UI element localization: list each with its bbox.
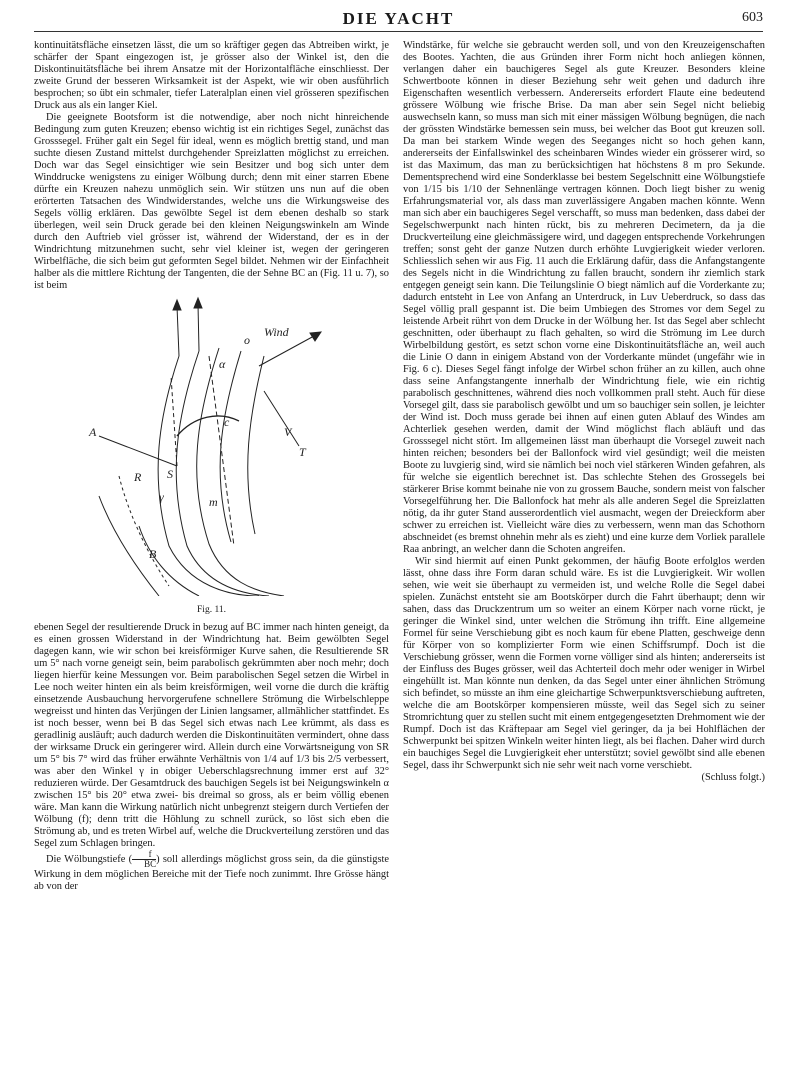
left-paragraph-4: Die Wölbungstiefe ( $\frac{f}{BC}$ ) soll allerdings möglichst gross sein, da die günstigste Wirkung in dem möglichen Bereiche mit der Tiefe noch zunimmt. Ihre Grösse hängt ab von der bbox=[34, 849, 389, 892]
right-paragraph-2: Wir sind hiermit auf einen Punkt gekommen, der häufig Boote erfolglos werden lässt, ohne dass ihre Form daran schuld wäre. Es ist die Luvgierigkeit. Wir wollen sehen, wie weit sie überhaupt zu vermeiden ist, und welche Rolle die Segel dabei spielen. Zunächst entsteht sie am Bootskörper durch die Fahrt überhaupt; denn wir sahen, dass das Druckzentrum um so weiter an einem Körper nach vorne rückt, je geringer die Winkel sind, unter welchen die Strömung ihn trifft. Eine allgemeine Formel für seine Verschiebung gibt es noch kaum für ebene Platten, geschweige denn für Körper von so komplizierter Form wie einen Schiffsrumpf. Doch ist die Verschiebung grösser, wenn die Formen vorne völliger sind als hinten; andererseits ist der Einfluss des Buges grösser, weil das Achterteil doch mehr oder weniger in Wirbel eingehüllt ist. Man könnte nun denken, da das Segel unter einer ähnlichen Strömung sich befindet, so müsste an ihm eine gleichartige Schwerpunktsverschiebung auftreten, welche die am Bootskörper kompensieren müsste, weil das Segel sich zu seiner Stromrichtung quer zu stellen sucht mit einem entgegengesetzten Drehmoment wie der Rumpf. Doch ist das Kräftepaar am Segel viel geringer, da ja bei Hohlflächen der Schwerpunkt bei spitzen Winkeln weiter hinten liegt, als bei flachen. Daher wird durch ein bauchiges Segel die Luvgierigkeit eher unterstützt; soviel gewölbt sind alle ebenen Segel, dass ihr Schwerpunkt sich nie sehr weit nach vorne verschiebt. bbox=[403, 556, 765, 771]
label-b: B bbox=[149, 547, 157, 561]
label-c: c bbox=[224, 415, 230, 429]
figure-caption: Fig. 11. bbox=[197, 605, 226, 615]
label-r: R bbox=[134, 470, 142, 484]
running-title: DIE YACHT bbox=[342, 9, 455, 28]
label-alpha: α bbox=[219, 357, 226, 371]
sail-diagram bbox=[59, 296, 359, 596]
right-column bbox=[403, 40, 765, 784]
continuation-note: (Schluss folgt.) bbox=[701, 772, 765, 783]
label-m: m bbox=[209, 495, 218, 509]
right-paragraph-1: Windstärke, für welche sie gebraucht werden soll, und von den Kreuzeigenschaften des Bootes. Yachten, die aus Gründen ihrer Form nicht hoch anliegen können, verlangen daher ein bauchigeres Segel als gute Kreuzer. Besonders kleine Schwertboote können in dieser Beziehung sehr weit gehen und dadurch ihre Eigenschaften wesentlich verbessern. Andererseits erfordert Flaute eine bedeutend grössere Wölbung wie frische Brise. Da man aber sein Segel nicht beliebig auswechseln kann, so muss man sich mit einer mässigen Wölbung begnügen, die nach der grössten Windstärke bemessen sein muss, bei welcher das Boot gut kreuzen soll. Da man bei starkem Winde wegen des Seeganges nicht so hoch gehen kann, andererseits der Einfallswinkel des scheinbaren Windes wieder ein grösserer wird, so ist das Maximum, das man zu berücksichtigen hat höchstens 8 m pro Sekunde. Dementsprechend wird eine Sonderklasse bei bestem Segelschnitt eine Wölbungstiefe von 1/15 bis 1/10 der Sehnenlänge vertragen können. Doch liegt bisher zu wenig Erfahrungsmaterial vor, als dass man zuverlässigere Angaben machen könnte. Wenn man sich aber ein bauchigeres Segel verschafft, so muss man bedenken, dass dabei der Segelschwerpunkt nach hinten rückt, bis zu mehreren Decimetern, da ja die Druckverteilung eine gleichmässigere wird, und dagegen entsprechende Vorkehrungen treffen; sonst geht der ganze Nutzen durch erhöhte Luvgierigkeit wieder verloren. Schliesslich sehen wir aus Fig. 11 auch die Erklärung dafür, dass die Anfangstangente des Segels nicht in die Windrichtung zu fallen braucht, sondern ihr ziemlich stark entgegen geneigt sein kann. Die Teilungslinie O biegt nämlich auf die Vorderkante zu; dadurch entsteht in Lee von Anfang an Unterdruck, in Luv Ueberdruck, so dass das Segel völlig prall gespannt ist. Die beim Umbiegen des Stromes vor dem Segel zu leistende Arbeit rührt von dem Drucke in der Wölbung her. Ist das Segel aber schlecht geschnitten, oder überhaupt zu flach gehalten, so wird die Strömung im Lee durch Wirbelbildung gestört, es setzt schon vorne eine Diskontinuitätsfläche an, weil auch die Linie O dann in einigem Abstand von der Vorderkante mündet (ungefähr wie in Fig. 6 c). Dieses Segel fängt infolge der Wirbel schon früher an zu killen, auch ohne dass seine Anfangstangente innerhalb der Windrichtung fiele, wie ein richtig parabolisch geschnittenes, während dies noch vollkommen prall steht. Auch für diese Vorsegel gilt, dass sie parabolisch gewölbt und um so bauchiger sein sollen, je leichter der Wind ist. Doch muss gerade bei ihnen auf einen guten Ablauf des Windes am Achterliek gesehen werden, damit der Wind möglichst flach abläuft und das Grosssegel nicht stört. Im allgemeinen lässt man überhaupt die Vorsegel zuweit nach hinten reichen; besonders bei der Ballonfock wird viel gesündigt; weil die meisten Boote zu luvgierig sind, wird sie nämlich bei noch viel stärkeren Winden gefahren, als für welche sie eigentlich berechnet ist. Das schlechte Stehen des Grossegels bei stärkerer Brise kommt beinahe nie von zu grossem Bauche, sondern meist von falscher Vorsegelführung her. Die Ballonfock hat mehr als alle anderen Segel die Spreizlatten nötig, da ihr guter Stand ausserordentlich viel ausmacht, wegen der Dreieckform aber schwer zu erreichen ist. Vielleicht wäre dies zu verbessern, wenn man das Schothorn abschneidet (es bremst ohnehin mehr als es zieht) und eine kurze dem Vorliek parallele Raa anbringt, an welcher dann die Schoten angreifen. bbox=[403, 40, 765, 555]
left-paragraph-2: Die geeignete Bootsform ist die notwendige, aber noch nicht hinreichende Bedingung zum guten Kreuzen; ebenso wichtig ist ein richtiges Segel, zunächst das Grosssegel. Früher galt ein Segel für ideal, wenn es möglich brettig stand, und man suchte diesen Zustand mittelst durchgehender Spreizlatten möglichst zu erreichen. Doch war das Segel einsichtiger wie sein Besitzer und bog sich unter dem Winddrucke wenigstens zu einiger Wölbung durch; denn mit einer starren Ebene dürfte ein Kreuzen nahezu unmöglich sein. Wir stützen uns nun auf die oben erörterten Tatsachen des Windwiderstandes, welche uns die Wirkungsweise des Segels völlig erklären. Das gewölbte Segel ist dem ebenen deshalb so stark überlegen, weil sein Druck gerade bei den kleinen Neigungswinkeln am Winde durch den Auftrieb viel grösser ist, während der Widerstand, der es in der Windrichtung mitzunehmen sucht, sehr viel kleiner ist, wegen der geringeren Wirbelfläche, die sich beim gut geformten Segel bildet. Nehmen wir der Einfachheit halber als die mittlere Richtung der Tangenten, die der Sehne BC an (Fig. 11 u. 7), so ist beim bbox=[34, 112, 389, 291]
left-column bbox=[34, 40, 389, 968]
label-t: T bbox=[299, 445, 306, 459]
left-paragraph-1: kontinuitätsfläche einsetzen lässt, die um so kräftiger gegen das Abtreiben wirkt, je schärfer der Spant eingezogen ist, je grösser also der Winkel ist, den die Diskontinuitätsfläche bei ihrem Ansatze mit der Horizontalfläche einschliesst. Der zweite Grund der besseren Wirksamkeit ist der Aspekt, wie wir oben ausführlich besprochen; so übt ein schmaler, tiefer Lateralplan einen viel grösseren spezifischen Druck aus als ein langer Kiel. bbox=[34, 40, 389, 111]
figure-11 bbox=[34, 296, 389, 968]
label-s: S bbox=[167, 467, 173, 481]
label-wind: Wind bbox=[264, 325, 289, 339]
left-paragraph-3: ebenen Segel der resultierende Druck in bezug auf BC immer nach hinten geneigt, da es einen grossen Widerstand in der Windrichtung hat. Beim gewölbten Segel dagegen kann, wie wir schon bei kreisförmiger Kurve sahen, die Resultierende SR um 5° nach vorne geneigt sein, beim parabolisch gekrümmten aber noch mehr; doch liegen hierfür keine Messungen vor. Beim parabolischen Segel setzen die Wirbel in Lee noch weiter hinten ein als beim kreisförmigen, weil vorne die durch die kräftig einsetzende Ausbauchung hervorgerufene schnellere Strömung die Wirbelschleppe wegreisst und hinten das Verjüngen der Linien langsamer, allmählicher stattfindet. Es ist noch besser, wenn bei B das Segel sich etwas nach Lee krümmt, als dass es geradlinig ausläuft; auch dadurch werden die Diskontinuitäten vermindert, ohne dass der wirksame Druck ein geringerer wird. Allein durch eine Vorwärtsneigung von SR um 5° bis 7° wird das früher erwähnte Verhältnis von 1/4 auf 1/3 bis 2/5 verbessert, was aber den Winkel γ in obiger Ueberschlagsrechnung immer erst auf 32° reduzieren würde. Der Gesamtdruck des bauchigen Segels ist bei Neigungswinkeln α zwischen 15° bis 20° etwa zwei- bis dreimal so gross, als er beim völlig ebenen wäre. Man kann die Wirkung natürlich nicht unbegrenzt steigern durch Vertiefen der Wölbung (f); denn tritt die Höhlung zu schnell zurück, so löst sich eben die Strömung ab, und es treten Wirbel auf, welche die Druckverteilung zerstören und das Segel zum Schlagen bringen. bbox=[34, 622, 389, 849]
label-gamma: γ bbox=[159, 490, 164, 504]
page-header bbox=[34, 6, 763, 32]
label-o: o bbox=[244, 333, 250, 347]
fraction-f-bc: $\frac{f}{BC}$ bbox=[132, 850, 156, 869]
label-v: V bbox=[284, 425, 292, 439]
page-number: 603 bbox=[742, 10, 763, 25]
header-rule bbox=[34, 31, 763, 32]
label-a: A bbox=[89, 425, 97, 439]
